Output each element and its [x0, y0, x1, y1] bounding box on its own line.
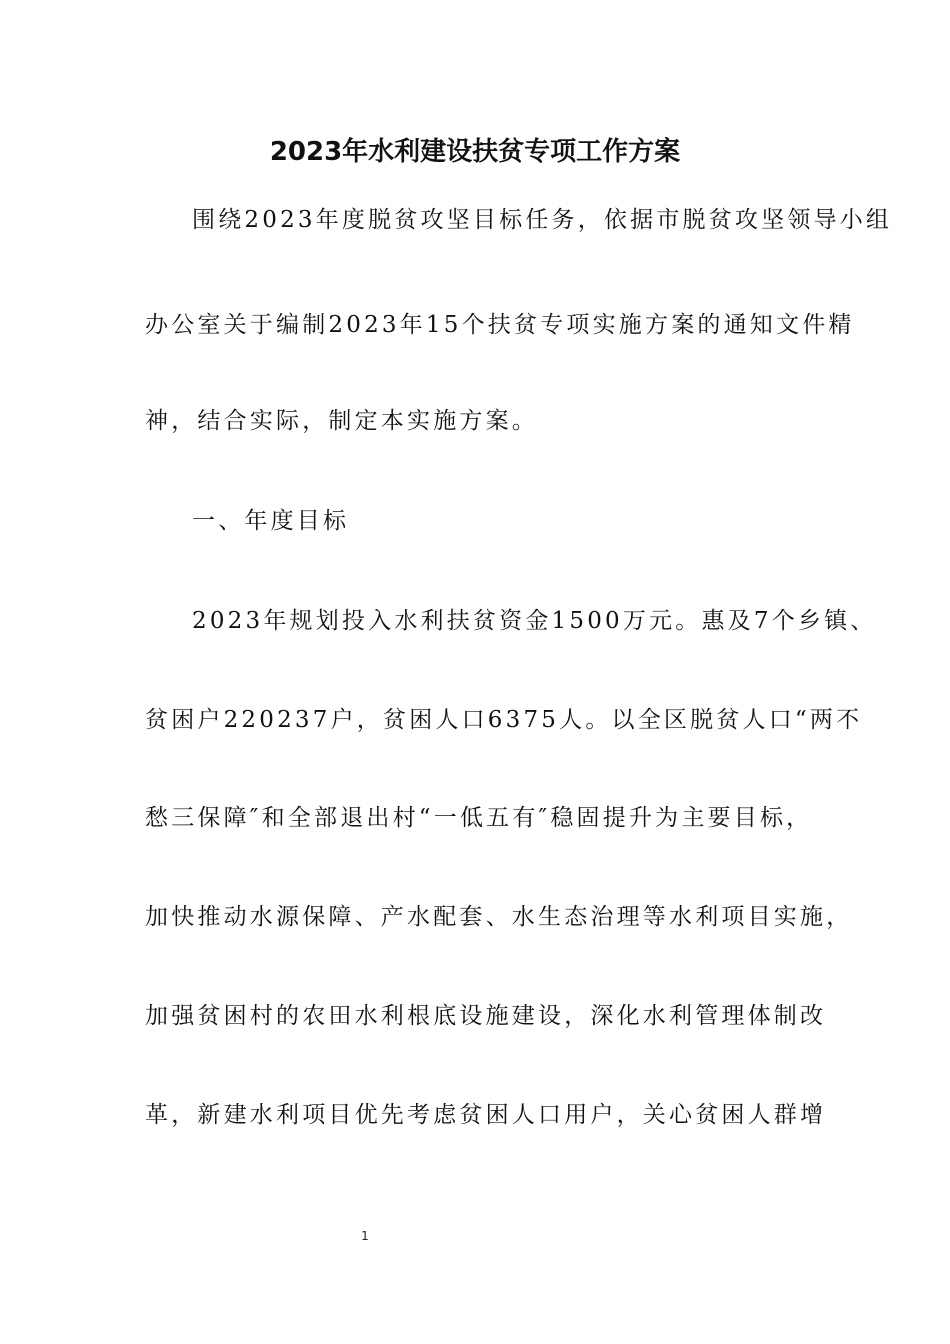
- body-line-4: 加快推动水源保障、产水配套、水生态治理等水利项目实施，: [145, 904, 853, 930]
- body-line-6: 革，新建水利项目优先考虑贫困人口用户，关心贫困人群增: [145, 1102, 827, 1128]
- body-line-3: 愁三保障″和全部退出村“一低五有″稳固提升为主要目标，: [145, 805, 813, 831]
- document-title: 2023年水利建设扶贫专项工作方案: [269, 137, 681, 167]
- intro-line-3: 神，结合实际，制定本实施方案。: [145, 408, 538, 434]
- intro-line-2: 办公室关于编制2023年15个扶贫专项实施方案的通知文件精: [145, 312, 855, 338]
- intro-line-1: 围绕2023年度脱贫攻坚目标任务，依据市脱贫攻坚领导小组: [192, 207, 893, 233]
- page-number: 1: [361, 1229, 369, 1243]
- body-line-2: 贫困户220237户，贫困人口6375人。以全区脱贫人口“两不: [145, 707, 863, 733]
- body-line-1: 2023年规划投入水利扶贫资金1500万元。惠及7个乡镇、: [192, 608, 877, 634]
- body-line-5: 加强贫困村的农田水利根底设施建设，深化水利管理体制改: [145, 1003, 827, 1029]
- section-heading: 一、年度目标: [192, 508, 350, 534]
